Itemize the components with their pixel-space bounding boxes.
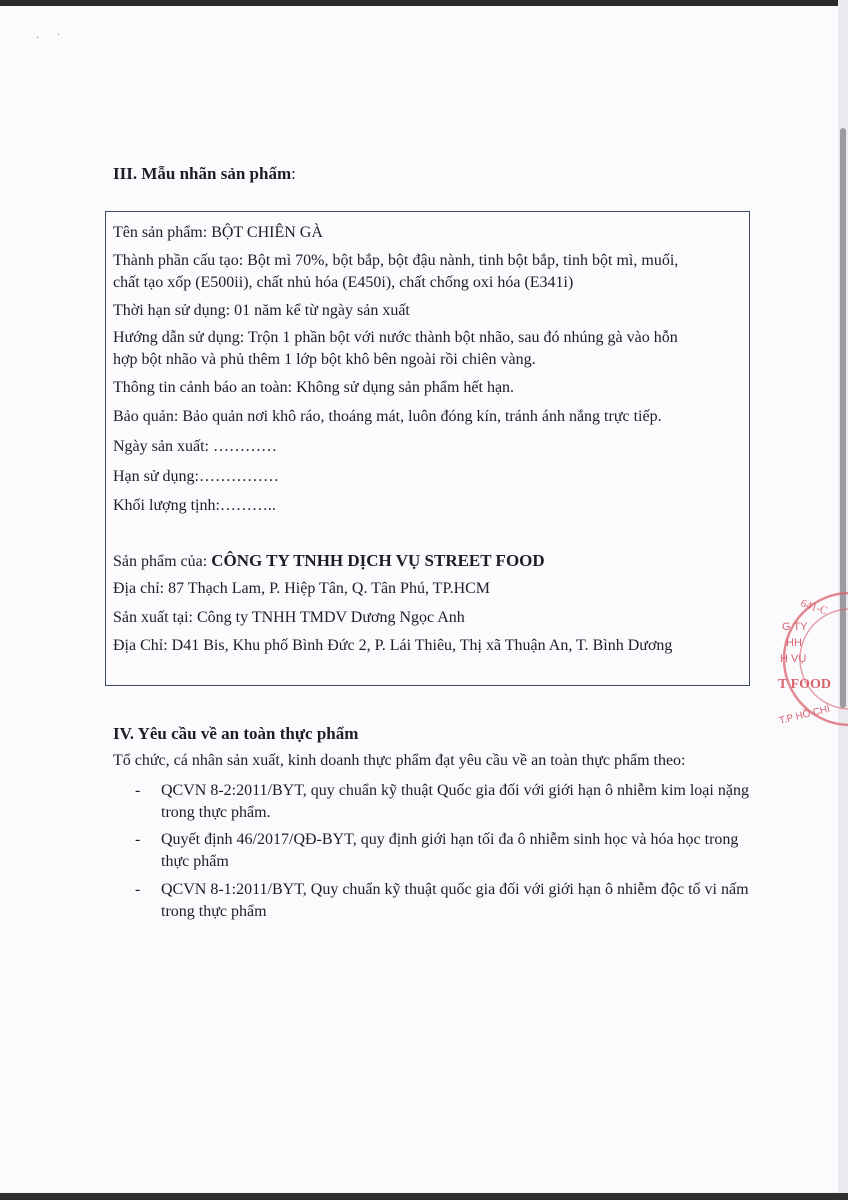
label-factory-address: Địa Chỉ: D41 Bis, Khu phố Bình Đức 2, P. Lái Thiêu, Thị xã Thuận An, T. Bình Dương <box>113 637 673 654</box>
bullet-text: Quyết định 46/2017/QĐ-BYT, quy định giới hạn tối đa ô nhiễm sinh học và hóa học trong thực phẩm <box>161 831 739 870</box>
label-safety-warning: Thông tin cảnh báo an toàn: Không sử dụng sản phẩm hết hạn. <box>113 379 515 396</box>
label-manufactured-at: Sản xuất tại: Công ty TNHH TMDV Dương Ngọc Anh <box>113 609 465 626</box>
section-4-intro: Tổ chức, cá nhân sản xuất, kinh doanh thực phẩm đạt yêu cầu về an toàn thực phẩm theo: <box>113 752 686 769</box>
section-4-heading: IV. Yêu cầu về an toàn thực phẩm <box>113 724 359 743</box>
section-3-heading: III. Mẫu nhãn sản phẩm: <box>113 164 296 183</box>
label-usage-line-2: hợp bột nhão và phủ thêm 1 lớp bột khô bên ngoài rồi chiên vàng. <box>113 351 536 368</box>
bottom-edge <box>0 1193 848 1200</box>
svg-text:641-C: 641-C <box>799 597 829 618</box>
bullet-dash: - <box>135 831 141 848</box>
label-manufacture-date: Ngày sản xuất: ………… <box>113 438 277 455</box>
bullet-text: QCVN 8-1:2011/BYT, Quy chuẩn kỹ thuật quốc gia đối với giới hạn ô nhiễm độc tố vi nấm trong thực phẩm <box>161 881 749 920</box>
label-usage-line-1: Hướng dẫn sử dụng: Trộn 1 phần bột với nước thành bột nhão, sau đó nhúng gà vào hỗn <box>113 329 678 346</box>
company-seal-stamp <box>780 584 848 734</box>
label-product-name: Tên sản phẩm: BỘT CHIÊN GÀ <box>113 224 323 241</box>
label-producer: Sản phẩm của: CÔNG TY TNHH DỊCH VỤ STREET FOOD <box>113 551 545 570</box>
svg-text:T FOOD: T FOOD <box>778 677 832 692</box>
bullet-dash: - <box>135 881 141 898</box>
label-net-weight: Khối lượng tịnh:……….. <box>113 497 276 514</box>
label-address: Địa chỉ: 87 Thạch Lam, P. Hiệp Tân, Q. Tân Phú, TP.HCM <box>113 580 491 597</box>
svg-text:G TY: G TY <box>782 621 808 633</box>
label-shelf-life: Thời hạn sử dụng: 01 năm kể từ ngày sản xuất <box>113 302 410 319</box>
bullet-dash: - <box>135 782 141 799</box>
scan-specks: · ˙ <box>36 33 61 44</box>
label-storage: Bảo quản: Bảo quản nơi khô ráo, thoáng mát, luôn đóng kín, tránh ánh nắng trực tiếp. <box>113 408 662 425</box>
svg-text:H VỤ: H VỤ <box>780 653 807 665</box>
svg-text:HH: HH <box>786 637 802 649</box>
svg-text:T.P HỒ CHÍ: T.P HỒ CHÍ <box>778 703 832 727</box>
top-edge <box>0 0 848 6</box>
label-expiry-date: Hạn sử dụng:…………… <box>113 468 279 485</box>
label-ingredients-line-2: chất tạo xốp (E500ii), chất nhủ hóa (E450i), chất chống oxi hóa (E341i) <box>113 274 574 291</box>
bullet-text: QCVN 8-2:2011/BYT, quy chuẩn kỹ thuật Quốc gia đối với giới hạn ô nhiễm kim loại nặng trong thực phẩm. <box>161 782 749 821</box>
label-ingredients-line-1: Thành phần cấu tạo: Bột mì 70%, bột bắp, bột đậu nành, tinh bột bắp, tinh bột mì, muối, <box>113 252 679 269</box>
